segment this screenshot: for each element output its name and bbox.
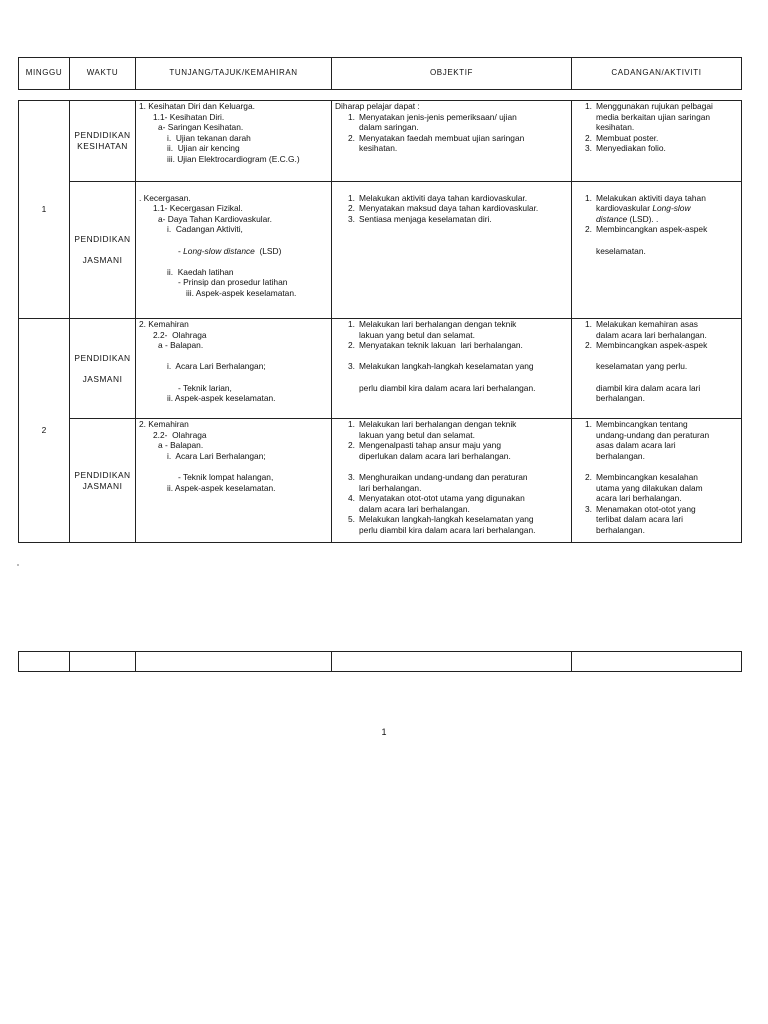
header-objektif: OBJEKTIF <box>332 58 572 90</box>
waktu-line <box>70 363 135 374</box>
objektif-first-line <box>342 133 571 144</box>
objektif-wrap <box>335 319 571 393</box>
minggu-cell: 1 <box>19 101 70 319</box>
cadangan-item <box>579 319 741 340</box>
header-minggu: MINGGU <box>19 58 70 90</box>
cadangan-first-line <box>579 224 741 235</box>
cadangan-cell <box>572 182 742 319</box>
objektif-first-line <box>342 193 571 204</box>
waktu-line <box>70 245 135 256</box>
objektif-number: 5. <box>348 514 355 525</box>
objektif-number: 4. <box>348 493 355 504</box>
objektif-text: Menyatakan maksud daya tahan kardiovaskular. <box>359 203 539 214</box>
objektif-text: Menyatakan otot-otot utama yang digunakan <box>359 493 525 504</box>
cadangan-text: Melakukan aktiviti daya tahan <box>596 192 706 203</box>
waktu-cell <box>70 319 136 419</box>
waktu-line: PENDIDIKAN <box>74 469 131 480</box>
objektif-item <box>342 112 571 133</box>
cadangan-number: 2. <box>585 471 592 482</box>
cadangan-line: utama yang dilakukan dalam <box>596 482 703 493</box>
objektif-item <box>342 340 571 351</box>
tunjang-line <box>139 182 331 193</box>
header-table <box>18 57 742 90</box>
cadangan-first-line <box>579 143 741 154</box>
objektif-cell <box>332 101 572 182</box>
cadangan-line: berhalangan. <box>596 393 645 404</box>
cadangan-text: Membincangkan aspek-aspek <box>596 340 708 351</box>
cadangan-item <box>579 224 741 256</box>
cadangan-cell <box>572 319 742 419</box>
tunjang-line: 1. Kesihatan Diri dan Keluarga. <box>139 101 255 111</box>
cadangan-first-line <box>579 340 741 351</box>
tunjang-line: . Kecergasan. <box>139 192 191 203</box>
footer-cell <box>572 652 742 672</box>
cadangan-line: keselamatan yang perlu. <box>596 361 688 372</box>
objektif-item <box>342 133 571 154</box>
minggu-cell: 2 <box>19 319 70 543</box>
cadangan-first-line <box>579 101 741 112</box>
italic-term: distance <box>596 213 628 224</box>
footer-cell <box>332 652 572 672</box>
cadangan-item <box>579 143 741 154</box>
objektif-wrap <box>335 112 571 154</box>
tunjang-line: a- Daya Tahan Kardiovaskular. <box>158 213 272 224</box>
objektif-line: dalam saringan. <box>359 122 419 133</box>
objektif-item <box>342 351 571 393</box>
cadangan-number: 1. <box>585 192 592 203</box>
objektif-line: perlu diambil kira dalam acara lari berhalangan. <box>359 382 536 393</box>
waktu-line: PENDIDIKAN <box>74 130 131 141</box>
cadangan-list <box>579 193 741 257</box>
cadangan-item <box>579 340 741 404</box>
cadangan-number: 1. <box>585 101 592 111</box>
header-waktu: WAKTU <box>70 58 136 90</box>
tunjang-line: ii. Kaedah latihan <box>167 266 234 277</box>
footer-cell <box>19 652 70 672</box>
objektif-line: lakuan yang betul dan selamat. <box>359 329 475 340</box>
objektif-number: 2. <box>348 203 355 214</box>
objektif-text: Melakukan aktiviti daya tahan kardiovaskular. <box>359 192 528 203</box>
cadangan-line: distance (LSD). . <box>596 213 659 224</box>
table-row <box>19 419 742 543</box>
objektif-number: 1. <box>348 319 355 329</box>
cadangan-item <box>579 461 741 503</box>
spacer <box>335 182 571 193</box>
cadangan-line <box>579 235 741 246</box>
tunjang-line: ii. Ujian air kencing <box>167 143 240 154</box>
tunjang-line: - Teknik lompat halangan, <box>178 471 274 482</box>
cadangan-first-line <box>579 419 741 430</box>
objektif-wrap <box>335 193 571 225</box>
objektif-first-line <box>342 493 571 504</box>
footer-cell <box>136 652 332 672</box>
cadangan-first-line <box>579 133 741 144</box>
cadangan-number: 1. <box>585 419 592 429</box>
waktu-line: PENDIDIKAN <box>74 234 131 245</box>
header-cadangan: CADANGAN/AKTIVITI <box>572 58 742 90</box>
objektif-cell <box>332 419 572 543</box>
objektif-item <box>342 193 571 204</box>
cadangan-line: media berkaitan ujian saringan <box>596 111 711 122</box>
cadangan-item <box>579 193 741 225</box>
cadangan-line <box>579 351 741 362</box>
cadangan-text: Membincangkan tentang <box>596 419 688 429</box>
objektif-number: 1. <box>348 111 355 122</box>
objektif-number: 2. <box>348 340 355 351</box>
cadangan-line: undang-undang dan peraturan <box>596 429 710 440</box>
cadangan-number: 3. <box>585 503 592 514</box>
cadangan-line <box>579 461 741 472</box>
waktu-cell <box>70 182 136 319</box>
cadangan-line: kardiovaskular Long-slow <box>596 203 691 214</box>
cadangan-cell <box>572 101 742 182</box>
objektif-number: 2. <box>348 132 355 143</box>
objektif-first-line <box>342 419 571 430</box>
objektif-text: Melakukan lari berhalangan dengan teknik <box>359 419 517 429</box>
header-row <box>19 58 742 90</box>
waktu-line: JASMANI <box>82 255 123 266</box>
cadangan-line: terlibat dalam acara lari <box>596 514 684 525</box>
objektif-number: 3. <box>348 361 355 372</box>
tunjang-line: iii. Ujian Elektrocardiogram (E.C.G.) <box>167 153 300 164</box>
objektif-item <box>342 419 571 440</box>
waktu-cell <box>70 101 136 182</box>
waktu-line: JASMANI <box>82 373 123 384</box>
objektif-intro: Diharap pelajar dapat : <box>335 101 420 111</box>
objektif-line <box>342 372 571 383</box>
objektif-number: 1. <box>348 419 355 429</box>
footer-empty-row <box>19 652 742 672</box>
waktu-line: JASMANI <box>82 480 123 491</box>
cadangan-line: kesihatan. <box>596 122 635 133</box>
cadangan-number: 1. <box>585 319 592 329</box>
objektif-first-line <box>342 214 571 225</box>
objektif-line: lari berhalangan. <box>359 482 422 493</box>
tunjang-cell <box>136 419 332 543</box>
cadangan-line: berhalangan. <box>596 524 645 535</box>
objektif-line: kesihatan. <box>359 143 398 154</box>
cadangan-text: Menyediakan folio. <box>596 143 666 154</box>
cadangan-number: 2. <box>585 224 592 235</box>
table-row <box>19 319 742 419</box>
objektif-text: Menghuraikan undang-undang dan peraturan <box>359 471 528 482</box>
objektif-text: Menyatakan teknik lakuan lari berhalangan. <box>359 340 523 351</box>
cadangan-number: 2. <box>585 340 592 351</box>
objektif-list <box>342 193 571 225</box>
objektif-first-line <box>342 340 571 351</box>
tunjang-line: 1.1- Kecergasan Fizikal. <box>153 203 243 214</box>
cadangan-text: Menamakan otot-otot yang <box>596 503 696 514</box>
cadangan-item <box>579 133 741 144</box>
page-break-area <box>0 543 768 643</box>
tunjang-line: 1.1- Kesihatan Diri. <box>153 111 225 122</box>
objektif-line <box>342 461 571 472</box>
objektif-text: Melakukan lari berhalangan dengan teknik <box>359 319 517 329</box>
cadangan-line: diambil kira dalam acara lari <box>596 382 701 393</box>
objektif-line <box>342 351 571 362</box>
cadangan-cell <box>572 419 742 543</box>
objektif-wrap <box>335 419 571 536</box>
footer-table <box>18 651 742 672</box>
objektif-line: dalam acara lari berhalangan. <box>359 503 470 514</box>
objektif-item <box>342 514 571 535</box>
cadangan-line: acara lari berhalangan. <box>596 493 682 504</box>
tunjang-line: 2.2- Olahraga <box>153 329 207 340</box>
tunjang-line: 2. Kemahiran <box>139 419 189 429</box>
cadangan-first-line <box>579 504 741 515</box>
tunjang-line: i. Acara Lari Berhalangan; <box>167 361 266 372</box>
tunjang-line: a- Saringan Kesihatan. <box>158 122 244 133</box>
objektif-first-line <box>342 361 571 372</box>
objektif-first-line <box>342 319 571 330</box>
tunjang-line: i. Cadangan Aktiviti, <box>167 224 243 235</box>
header-tunjang: TUNJANG/TAJUK/KEMAHIRAN <box>136 58 332 90</box>
cadangan-list <box>579 419 741 536</box>
objektif-cell <box>332 182 572 319</box>
objektif-text: Menyatakan jenis-jenis pemeriksaan/ ujian <box>359 111 517 122</box>
table-row <box>19 101 742 182</box>
tunjang-line <box>139 372 331 383</box>
cadangan-text: Membincangkan kesalahan <box>596 471 698 482</box>
objektif-line: diperlukan dalam acara lari berhalangan. <box>359 450 511 461</box>
tunjang-line: iii. Aspek-aspek keselamatan. <box>186 287 297 298</box>
cadangan-line: asas dalam acara lari <box>596 440 676 451</box>
tunjang-line: a - Balapan. <box>158 440 204 451</box>
tunjang-line: ii. Aspek-aspek keselamatan. <box>167 393 276 404</box>
objektif-item <box>342 461 571 493</box>
cadangan-line <box>579 372 741 383</box>
objektif-text: Melakukan langkah-langkah keselamatan yang <box>359 361 534 372</box>
tunjang-line: i. Ujian tekanan darah <box>167 132 251 143</box>
cadangan-text: Melakukan kemahiran asas <box>596 319 698 329</box>
page-number: 1 <box>381 727 387 737</box>
objektif-number: 3. <box>348 471 355 482</box>
tunjang-line <box>139 461 331 472</box>
waktu-line: KESIHATAN <box>77 141 128 151</box>
spacer <box>579 182 741 193</box>
objektif-item <box>342 493 571 514</box>
cadangan-text: Menggunakan rujukan pelbagai <box>596 101 713 111</box>
objektif-list <box>342 112 571 154</box>
waktu-cell <box>70 419 136 543</box>
objektif-first-line <box>342 514 571 525</box>
tunjang-cell <box>136 319 332 419</box>
objektif-item <box>342 214 571 225</box>
tunjang-line: 2.2- Olahraga <box>153 429 207 440</box>
cadangan-first-line <box>579 319 741 330</box>
objektif-first-line <box>342 203 571 214</box>
cadangan-line: dalam acara lari berhalangan. <box>596 329 707 340</box>
italic-term: Long-slow <box>652 203 691 214</box>
objektif-text: Sentiasa menjaga keselamatan diri. <box>359 213 492 224</box>
objektif-first-line <box>342 440 571 451</box>
cadangan-number: 2. <box>585 132 592 143</box>
objektif-text: Melakukan langkah-langkah keselamatan yang <box>359 514 534 525</box>
cadangan-text: Membuat poster. <box>596 132 659 143</box>
table-row <box>19 182 742 319</box>
cadangan-first-line <box>579 193 741 204</box>
cadangan-line: keselamatan. <box>596 245 646 256</box>
cadangan-item <box>579 101 741 133</box>
cadangan-text: Membincangkan aspek-aspek <box>596 224 708 235</box>
cadangan-list <box>579 319 741 404</box>
tunjang-line: - Prinsip dan prosedur latihan <box>178 277 288 288</box>
tunjang-line <box>139 351 331 362</box>
objektif-line: lakuan yang betul dan selamat. <box>359 429 475 440</box>
cadangan-line: berhalangan. <box>596 450 645 461</box>
cadangan-item <box>579 419 741 461</box>
tunjang-line: a - Balapan. <box>158 340 204 351</box>
tunjang-line: 2. Kemahiran <box>139 319 189 329</box>
objektif-text: Mengenalpasti tahap ansur maju yang <box>359 440 502 451</box>
objektif-number: 2. <box>348 440 355 451</box>
tunjang-line: ii. Aspek-aspek keselamatan. <box>167 482 276 493</box>
objektif-text: Menyatakan faedah membuat ujian saringan <box>359 132 525 143</box>
waktu-line: PENDIDIKAN <box>74 352 131 363</box>
lesson-plan-table <box>18 100 742 543</box>
objektif-number: 1. <box>348 192 355 203</box>
cadangan-list <box>579 101 741 154</box>
tunjang-line: - Long-slow distance (LSD) <box>178 245 282 256</box>
tunjang-cell <box>136 101 332 182</box>
objektif-first-line <box>342 112 571 123</box>
cadangan-number: 3. <box>585 143 592 154</box>
objektif-item <box>342 203 571 214</box>
italic-term: Long-slow distance <box>183 245 255 256</box>
cadangan-item <box>579 504 741 536</box>
objektif-first-line <box>342 472 571 483</box>
cadangan-first-line <box>579 472 741 483</box>
objektif-list <box>342 319 571 393</box>
tunjang-line: - Teknik larian, <box>178 382 232 393</box>
objektif-item <box>342 319 571 340</box>
stray-mark <box>17 564 19 566</box>
objektif-cell <box>332 319 572 419</box>
objektif-list <box>342 419 571 536</box>
objektif-line: perlu diambil kira dalam acara lari berhalangan. <box>359 524 536 535</box>
objektif-number: 3. <box>348 213 355 224</box>
tunjang-line <box>139 256 331 267</box>
objektif-item <box>342 440 571 461</box>
tunjang-line: i. Acara Lari Berhalangan; <box>167 450 266 461</box>
footer-cell <box>70 652 136 672</box>
tunjang-line <box>139 235 331 246</box>
tunjang-cell <box>136 182 332 319</box>
